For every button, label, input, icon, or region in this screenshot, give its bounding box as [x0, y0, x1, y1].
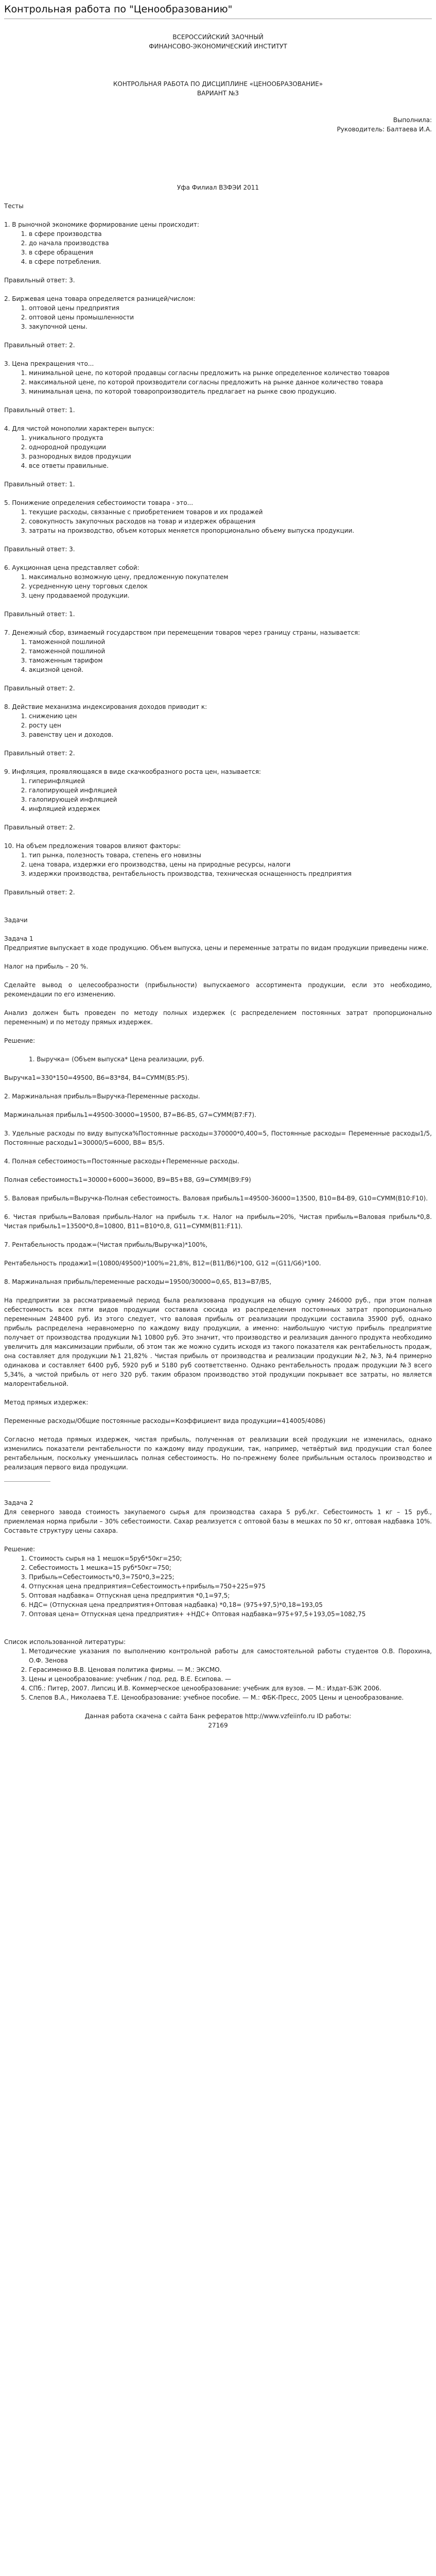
task1-intro: Сделайте вывод о целесообразности (прибыльности) выпускаемого ассортимента продукции, если это необходимо, рекомендации по его изменению. [4, 981, 432, 998]
option: 4. все ответы правильные. [29, 461, 432, 470]
tasks-heading: Задачи [4, 917, 28, 924]
step-5: 5. Валовая прибыль=Выручка-Полная себестоимость. Валовая прибыль1=49500-36000=13500, В10=B4-B9, G10=СУММ(B10:F10). [4, 1195, 428, 1202]
option: 2. оптовой цены промышленности [29, 313, 432, 322]
option: 3. разнородных видов продукции [29, 452, 432, 461]
step-8: 8. Маржинальная прибыль/переменные расходы=19500/30000=0,65, В13=В7/В5, [4, 1278, 272, 1285]
question-2 [4, 294, 432, 350]
option: 1. минимальной цене, по которой продавцы согласны предложить на рынке определенное количество товаров [29, 368, 432, 378]
task2-text: Для северного завода стоимость закупаемого сырья для производства сахара 5 руб./кг. Себестоимость 1 кг – 15 руб., приемлемая норма прибыли – 30% себестоимости. Сахар реализуется с оптовой базы в мешках по 50 кг, оптовая надбавка 10%. Составьте структуру цены сахара. [4, 1509, 432, 1534]
question-text: 10. На объем предложения товаров влияют факторы: [4, 842, 181, 850]
question-text: 6. Аукционная цена представляет собой: [4, 564, 139, 571]
question-5 [4, 498, 432, 554]
done-by: Выполнила: [393, 116, 432, 124]
task2-step: 2. Себестоимость 1 мешка=15 руб*50кг=750; [29, 1563, 432, 1572]
answer: Правильный ответ: 2. [4, 824, 75, 831]
question-text: 3. Цена прекращения что... [4, 360, 94, 367]
bibliography-item: 5. Слепов В.А., Николаева Т.Е. Ценообразование: учебное пособие. — М.: ФБК-Пресс, 2005 Цены и ценообразование. [29, 1693, 432, 1702]
option: 1. в сфере производства [29, 229, 432, 239]
step-2-values: Маржинальная прибыль1=49500-30000=19500, В7=В6-В5, G7=СУММ(B7:F7). [4, 1111, 256, 1118]
option: 2. цена товара, издержки его производства, цены на природные ресурсы, налоги [29, 860, 432, 869]
question-text: 7. Денежный сбор, взимаемый государством при перемещении товаров через границу страны, называется: [4, 629, 360, 636]
step-1: 1. Выручка= (Объем выпуска* Цена реализации, руб. [29, 1056, 204, 1063]
answer: Правильный ответ: 2. [4, 685, 75, 692]
question-9 [4, 767, 432, 832]
option: 3. закупочной цены. [29, 322, 432, 331]
question-text: 4. Для чистой монополии характерен выпуск: [4, 425, 154, 432]
answer: Правильный ответ: 1. [4, 481, 75, 488]
task1-analysis-1: На предприятии за рассматриваемый период была реализована продукция на общую сумму 246000 руб., при этом полная себестоимость всех пяти видов продукции составила сюсида из распределения постоянных затрат пропорционально переменным 248400 руб. Из этого следует, что валовая прибыль от реализации продукции составила 35900 руб, однако прибыль распределена неравномерно по каждому виду продукции, а именно: наибольшую чистую прибыль предприятие получает от производства продукции №1 10800 руб. Это значит, что производство и реализация данного продукта необходимо увеличить для максимизации прибыли, об этом так же можно судить исходя из такого показателя как рентабельность продаж, она составляет для продукции №1 21,82% . Чистая прибыль от производства и реализации продукции №2, №3, №4 примерно одинакова и составляет 6400 руб, 5920 руб и 5180 руб соответственно. Однако рентабельность продаж продукции №3 всего 5,34%, а чистой прибыль от него 320 руб. таким образом производство этой продукции покрывает все затраты, но является малорентабельной. [4, 1297, 432, 1387]
question-4 [4, 424, 432, 489]
option: 2. росту цен [29, 721, 432, 730]
option: 4. инфляцией издержек [29, 804, 432, 814]
option: 3. таможенным тарифом [29, 656, 432, 665]
option: 3. издержки производства, рентабельность производства, техническая оснащенность предприятия [29, 869, 432, 878]
step-6: 6. Чистая прибыль=Валовая прибыль-Налог на прибыль т.к. Налог на прибыль=20%, Чистая прибыль=Валовая прибыль*0,8. Чистая прибыль1=13500*0,8=10800, В11=B10*0,8, G11=СУММ(B11:F11). [4, 1213, 432, 1230]
institute-line-1: ВСЕРОССИЙСКИЙ ЗАОЧНЫЙ [172, 33, 264, 41]
answer: Правильный ответ: 1. [4, 611, 75, 618]
question-text: 8. Действие механизма индексирования доходов приводит к: [4, 703, 207, 710]
task2-steps [4, 1554, 432, 1619]
question-text: 5. Понижение определения себестоимости товара - это... [4, 499, 194, 506]
option: 1. максимально возможную цену, предложенную покупателем [29, 572, 432, 582]
option: 3. минимальная цена, по которой товаропроизводитель предлагает на рынке свою продукцию. [29, 387, 432, 396]
divider [4, 1481, 50, 1482]
option: 2. таможенной пошлиной [29, 647, 432, 656]
answer: Правильный ответ: 2. [4, 889, 75, 896]
task2-step: 5. Оптовая надбавка= Отпускная цена предприятия *0,1=97,5; [29, 1591, 432, 1600]
question-10 [4, 841, 432, 897]
question-6 [4, 563, 432, 619]
question-7 [4, 628, 432, 693]
question-text: 2. Биржевая цена товара определяется разницей/числом: [4, 295, 196, 302]
option: 2. однородной продукции [29, 443, 432, 452]
institute-line-2: ФИНАНСОВО-ЭКОНОМИЧЕСКИЙ ИНСТИТУТ [149, 43, 287, 50]
option: 1. снижению цен [29, 711, 432, 721]
task2-step: 6. НДС= (Отпускная цена предприятия+Оптовая надбавка) *0,18= (975+97,5)*0,18=193,05 [29, 1600, 432, 1609]
task2-step: 4. Отпускная цена предприятия=Себестоимость+прибыль=750+225=975 [29, 1582, 432, 1591]
option: 1. таможенной пошлиной [29, 637, 432, 647]
bibliography-item: 4. СПб.: Питер, 2007. Липсиц И.В. Коммерческое ценообразование: учебник для вузов. — М.: Издат-БЭК 2006. [29, 1684, 432, 1693]
question-3 [4, 359, 432, 415]
task1-intro2: Анализ должен быть проведен по методу полных издержек (с распределением постоянных затрат пропорционально переменным) и по методу прямых издержек. [4, 1009, 432, 1026]
bibliography-item: 3. Цены и ценообразование: учебник / под. ред. В.Е. Есипова. — [29, 1674, 432, 1684]
step-2: 2. Маржинальная прибыль=Выручка-Переменные расходы. [4, 1093, 200, 1100]
bibliography-list [4, 1647, 432, 1702]
step-4: 4. Полная себестоимость=Постоянные расходы+Переменные расходы. [4, 1158, 239, 1165]
option: 1. уникального продукта [29, 433, 432, 443]
question-1 [4, 220, 432, 285]
city-year: Уфа Филиал ВЗФЭИ 2011 [177, 184, 259, 191]
answer: Правильный ответ: 3. [4, 277, 75, 284]
task1-heading: Задача 1 [4, 935, 33, 942]
document-title: Контрольная работа по "Ценообразованию" [4, 3, 432, 19]
option: 1. текущие расходы, связанные с приобретением товаров и их продажей [29, 507, 432, 517]
option: 4. акцизной ценой. [29, 665, 432, 674]
question-text: 1. В рыночной экономике формирование цены происходит: [4, 221, 199, 228]
bibliography-heading: Список использованной литературы: [4, 1638, 126, 1646]
answer: Правильный ответ: 2. [4, 750, 75, 757]
option: 2. галопирующей инфляцией [29, 786, 432, 795]
task2-step: 1. Стоимость сырья на 1 мешок=5руб*50кг=250; [29, 1554, 432, 1563]
option: 3. галопирующей инфляцией [29, 795, 432, 804]
step-1-values: Выручка1=330*150=49500, В6=83*84, В4=СУММ(В5:Р5). [4, 1074, 189, 1081]
option: 2. усредненную цену торговых сделок [29, 582, 432, 591]
option: 3. в сфере обращения [29, 248, 432, 257]
variant: ВАРИАНТ №3 [197, 90, 239, 97]
task1-solution-heading: Решение: [4, 1037, 36, 1044]
task1-text: Предприятие выпускает в ходе продукцию. Объем выпуска, цены и переменные затраты по видам продукции приведены ниже. [4, 944, 429, 952]
footer-note: Данная работа скачена с сайта Банк рефератов http://www.vzfeiinfo.ru ID работы: 27169 [84, 1713, 352, 1729]
option: 4. в сфере потребления. [29, 257, 432, 266]
step-3: 3. Удельные расходы по виду выпуска%Постоянные расходы=370000*0,400=5, Постоянные расходы= Переменные расходы1/5, Постоянные расходы1=30000/5=6000, В8= В5/5. [4, 1130, 432, 1146]
option: 2. совокупность закупочных расходов на товар и издержек обращения [29, 517, 432, 526]
work-title: КОНТРОЛЬНАЯ РАБОТА ПО ДИСЦИПЛИНЕ «ЦЕНООБРАЗОВАНИЕ» [113, 80, 323, 88]
option: 3. равенству цен и доходов. [29, 730, 432, 739]
question-8 [4, 702, 432, 758]
answer: Правильный ответ: 2. [4, 342, 75, 349]
task2-solution-heading: Решение: [4, 1546, 36, 1553]
tests-heading: Тесты [4, 202, 24, 210]
option: 1. оптовой цены предприятия [29, 303, 432, 313]
step-7: 7. Рентабельность продаж=(Чистая прибыль/Выручка)*100%, [4, 1241, 208, 1248]
option: 3. затраты на производство, объем которых меняется пропорционально объему выпуска продукции. [29, 526, 432, 535]
question-text: 9. Инфляция, проявляющаяся в виде скачкообразного роста цен, называется: [4, 768, 261, 775]
option: 1. тип рынка, полезность товара, степень его новизны [29, 851, 432, 860]
bibliography-item: 2. Герасименко В.В. Ценовая политика фирмы. — М.: ЭКСМО. [29, 1665, 432, 1674]
step-4-values: Полная себестоимость1=30000+6000=36000, B9=B5+B8, G9=СУММ(B9:F9) [4, 1176, 251, 1183]
option: 3. цену продаваемой продукции. [29, 591, 432, 600]
bibliography-item: 1. Методические указания по выполнению контрольной работы для самостоятельной работы студентов О.В. Порохина, О.Ф. Зенова [29, 1647, 432, 1665]
task2-step: 3. Прибыль=Себестоимость*0,3=750*0,3=225; [29, 1572, 432, 1582]
task2-heading: Задача 2 [4, 1499, 33, 1506]
document [0, 3, 436, 1739]
supervisor: Руководитель: Балтаева И.А. [337, 126, 432, 133]
step-7-values: Рентабельность продажи1=(10800/49500)*100%=21,8%, В12=(В11/В6)*100, G12 =(G11/G6)*100. [4, 1260, 321, 1267]
option: 1. гиперинфляцией [29, 776, 432, 786]
option: 2. до начала производства [29, 239, 432, 248]
option: 2. максимальной цене, по которой производители согласны предложить на рынке данное количество товара [29, 378, 432, 387]
task2-step: 7. Оптовая цена= Отпускная цена предприятия+ +НДС+ Оптовая надбавка=975+97,5+193,05=1082,75 [29, 1609, 432, 1619]
task1-tax: Налог на прибыль – 20 %. [4, 963, 89, 970]
method-heading: Метод прямых издержек: [4, 1399, 89, 1406]
task1-analysis-2: Согласно метода прямых издержек, чистая прибыль, полученная от реализации всей продукции не изменилась, однако изменились показатели рентабельности по каждому виду продукции, так, например, четвёртый вид продукции стал более рентабельным, поскольку уменьшилась полная себестоимость. Но по-прежнему более прибыльным осталось производство и реализация первого вида продукции. [4, 1436, 432, 1471]
answer: Правильный ответ: 3. [4, 546, 75, 553]
method-text: Переменные расходы/Общие постоянные расходы=Коэффициент вида продукции=414005/4086) [4, 1417, 326, 1425]
answer: Правильный ответ: 1. [4, 406, 75, 414]
